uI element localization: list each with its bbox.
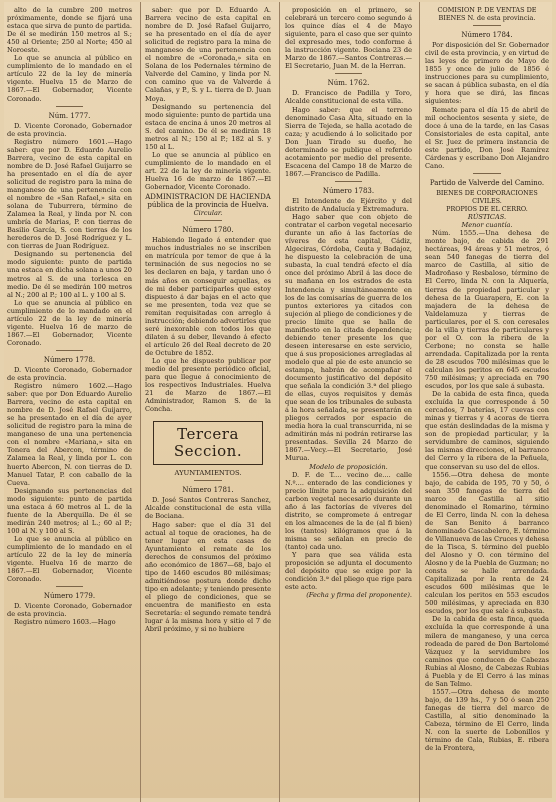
subheading: RÚSTICAS. (467, 213, 507, 222)
notice-number: Número 1784. (461, 31, 513, 40)
paragraph: saber: que por D. Eduardo A. Barrera vecino de esta capital en nombre de D. José Rafael Guijarro, se ha presentado en el día de ayer solicitud de registro para la mina de manganeso de una pertenencia con el nombre de «Coronada,» sita en Solana de los Pedernales término de Valverde del Camino, y linda por N. con camino que va de Valverde á Calañas, y P., S. y L. tierra de D. Juan Moya. (145, 6, 271, 103)
paragraph: proposición en el primero, se celebrará un tercero como segundo á los quince días el 4 de Mayo siguiente, para el caso que ser quinto del expresado mes, todo conforme á la instrucción vigente. Bociana 23 de Marzo de 1867.—Santos Contreras.—El Secretario, Juan M. de la Herran. (285, 6, 412, 71)
paragraph: alto de la cumbre 200 metros próximamente, donde se fijará una estaca que sirva de punto de partida. De él se medirán 150 metros al S.; 450 al Oriente; 250 al Norte; 450 al Noroeste. (7, 6, 132, 55)
section-divider (473, 25, 500, 26)
notice-number: Número 1780. (182, 226, 234, 235)
section-divider (335, 181, 363, 182)
notice-number: Número 1781. (182, 486, 234, 495)
paragraph: Designando su pertenencia del modo siguiente: punto de partida una estaca en dicha solana a unos 20 metros al S. de una torlesca en medio. De él se medirán 100 metros al N.; 200 al P.; 100 al L. y 100 al S. (7, 250, 132, 299)
paragraph: D. Vicente Coronado, Gobernador de esta provincia. (7, 365, 132, 383)
paragraph: Núm. 1555.—Una dehesa de monte bajo, de cabida de 291 hectáreas, 94 áreas y 51 metros, ó sean 540 fanegas de tierra del marco de Castilla, al sitio de Madroñaso y Resbaloso, término de El Cerro, linda N. con la Alquería, tierras de propiedad particular y dehesa de la Guarapera, E. con la majadera de la dehesa de Valdelamuza y tierras de particulares, por el S. con ceresales de la villa y tierras de particulares y por el O. con la ribera de la Cerbone; no consta se halle arrendada. Capitalizada por la renta de 28 escudos 700 milésimas que le calculan los peritos en 645 escudos 750 milésimas; y apreciada en 790 escudos, por los que sale á subasta. (425, 229, 549, 391)
paragraph: El Intendente de Ejército y del distrito de Andalucía y Extremadura. (285, 196, 412, 214)
paragraph: Lo que se anuncia al público en cumplimiento de lo mandado en el art. 22 de la ley de minería vigente. Huelva 16 de marzo de 1867.—El Gobernador, Vicente Coronado. (145, 150, 271, 192)
notice-number: Número 1783. (322, 186, 375, 195)
paragraph: Hago saber que con objeto de contratar el carbon vegetal necesario durante un año á las factorías de víveres de esta capital, Cádiz, Algeciras, Córdoba, Ceuta y Badajoz, he dispuesto la celebración de una subasta, la cual tendrá efecto el día once del próximo Abril á las doce de su mañana en los estrados de esta Intendencia y simultáneamente en los de las comisarías de guerra de los puntos exteriores ya citados con sujeción al pliego de condiciones y de precio límite que se halla de manifiesto en la citada dependencia; debiendo tener presente los que deseen interesarse en este servicio, que á sus proposiciones arregladas al modelo que al pie de este anuncio se estampa, habrán de acompañar el documento justificativo del depósito que señala la condición 3.ª del pliego de ellas, cuyos requisitos y demás que sean de los tribunales de subasta á la hora señalada, se presentarán en pliegos cerrados por espacio de media hora la cual transcurrida, ni se admitirán más ni podrán retirarse las presentadas. Sevilla 24 Marzo de 1867.—Vecy.—El Secretario, José Murua. (285, 213, 412, 463)
paragraph: Lo que se anuncia al público en cumplimiento de lo mandado en el artículo 22 de la ley de minería vigente. Huelva 15 de Marzo de 1867.—El Gobernador, Vicente Coronado. (7, 54, 132, 103)
notice-number: Núm. 1777. (48, 111, 91, 120)
paragraph: Y para que sea válida esta proposición se adjunta el documento del depósito que se exige por la condición 3.ª del pliego que rige para este acto. (285, 551, 412, 592)
notice-number: Núm. 1762. (327, 79, 370, 88)
paragraph: Designando su pertenencia del modo siguiente: punto de partida una estaca de encina á unos 20 metros al S. del camino. De él se medirán 18 metros al N.; 150 al P.; 182 al S. y 150 al L. (145, 102, 271, 151)
paragraph: D. Vicente Coronado, Gobernador de esta provincia. (7, 121, 132, 138)
section-heading: ADMINISTRACION DE HACIENDA pública de la provincia de Huelva. (145, 193, 271, 210)
paragraph: Registro número 1602.—Hago saber: que por Don Eduardo Aurelio Barrera, vecino de esta capital en nombre de D. José Rafael Guijarro, se ha presentado en el día de ayer solicitud de registro para la mina de manganeso de una una pertenencia con el nombre «Mariana,» sita en Tonera del Abercon, término de Zalamea la Real, y linda por L. con huerto Abercon, N. con tierras de D. Manuel Tatar, P. con caballo de la Cueva. (7, 382, 132, 487)
paragraph: Habiendo llegado á entender que muchos industriales no se inscriben en matrícula por temor de que á la terminación de sus negocios no se les declaren en baja, y tardan uno ó más años en conseguir aquellas, es de mi deber participarles que estoy dispuesto á dar bajas en el acto que se me presenten, toda vez que se remitan requisitadas con arreglo á instrucción; debiendo advertirles que seré inexorable con todos los que dilaten á su deber, llevando á efecto el artículo 26 del Real decreto de 20 de Octubre de 1852. (145, 236, 271, 357)
subheading: BIENES DE CORPORACIONES CIVILES. (436, 188, 538, 205)
section-divider (194, 220, 222, 221)
column-rule (140, 2, 141, 802)
column-rule (419, 2, 420, 802)
paragraph: Designando sus pertenencias del modo siguiente: punto de partida una estaca á 60 metros al L. de la fuente de la Aberquilla. De él se medirán 240 metros; al L.; 60 al P.; 100 al N. y 100 al S. (7, 486, 132, 535)
column-rule (279, 2, 280, 802)
subheading: Circular. (193, 209, 223, 218)
notice-number: Número 1779. (43, 592, 96, 601)
section-heading: AYUNTAMIENTOS. (174, 469, 242, 478)
paragraph: D. Francisco de Padilla y Toro, Alcalde constitucional de esta villa. (285, 89, 412, 106)
paragraph: Por disposición del Sr. Gobernador civil de esta provincia, y en virtud de las leyes de primero de Mayo de 1855 y once de julio de 1856 é instrucciones para su cumplimiento, se sacan á pública subasta, en el día y hora que se dirá, las fincas siguientes: (425, 41, 549, 106)
paragraph: Lo que se anuncia al público en cumplimiento de lo mandado en el artículo 22 de la ley de minería vigente. Huelva 16 de marzo de 1867.—El Gobernador, Vicente Coronado. (7, 534, 132, 584)
paragraph: Lo que se anuncia al público en cumplimiento de lo mandado en el artículo 22 de la ley de minería vigente. Huelva 16 de marzo de 1867.—El Gobernador, Vicente Coronado. (7, 298, 132, 347)
section-divider (473, 173, 500, 174)
paragraph: Remate para el día 15 de abril de mil ochocientos sesenta y siete, de doce á una de la tarde, en las Casas Consistoriales de esta capital, ante el Sr. Juez de primera instancia de este partido, Don José Ramírez Cárdenas y escribano Don Alejandro Cano. (425, 105, 549, 170)
paragraph: De la cabida de esta finca, queda excluída la que corresponde á una milera de manganeso, y una cerca rodeada de pared de Don Bartolomé Vázquez y la servidumbre los caminos que conducen de Cabezas Rubias al Alosno, de Cabezas Rubias á Puebla y de El Cerro á las minas de San Telmo. (425, 615, 549, 688)
notice-number: Número 1778. (43, 355, 96, 364)
section-divider (194, 480, 222, 481)
paragraph: D. José Santos Contreras Sanchez, Alcalde constitucional de esta villa de Bociana. (145, 496, 271, 521)
column-4 (425, 6, 549, 796)
paragraph: D. F. de T.... vecino de.... calle N.º.... enterado de las condiciones y precio límite para la adquisición del carbon vegetal necesario durante un año á las factorías de víveres del distrito, se compromete á entregar en los almacenes de la de (al fi bien) los (tantos) kilógramos que á la misma se señalan en precio de (tanto) cada uno. (285, 470, 412, 551)
subheading: Menor cuantía. (461, 221, 513, 230)
column-3 (285, 6, 412, 796)
subheading: PROPIOS DE EL CERRO. (446, 205, 528, 214)
signature-line: (Fecha y firma del proponente). (306, 591, 412, 600)
paragraph: 1556.—Otra dehesa de monte bajo, de cabida de 195, 70 y 50, ó sean 350 fanegas de tierra del marco de Castilla al sitio denominado el Romarino, término de El Cerro, linda N. con la dehesa de San Benito á barranco denominado Cascabelero, E. término de Villanueva de las Cruces y dehesa de la Tisca, S. término del pueblo del Alosno y O. con término del Alosno y de la Puebla de Guzman; no consta se halle arrendada. Capitalizada por la renta de 24 escudos 600 milésimas que le calculan los peritos en 553 escudos 500 milésimas, y apreciada en 830 escudos, por los que sale á subasta. (425, 470, 549, 616)
paragraph: Lo que he dispuesto publicar por medio del presente periódico oficial, para que llegue á conocimiento de los respectivos Industriales. Huelva 21 de Marzo de 1867.—El Administrador, Ramon S. de la Concha. (145, 356, 271, 414)
section-divider (56, 350, 84, 351)
section-banner: Tercera Seccion. (153, 421, 263, 465)
paragraph: 1557.—Otra dehesa de monte bajo, de 139 hs., 7 y 50 ó sean 250 fanegas de tierra del marco de Castilla, al sitio denominado la Cabeza, término de El Cerro, linda N. con la suerte de Lobonillos y término de Cala, Rubias, E. ribera de la Frontera, (425, 687, 549, 753)
column-2 (145, 6, 271, 796)
column-1 (7, 6, 132, 796)
notice-number: Partido de Valverde del Camino. (429, 178, 545, 187)
section-divider (56, 586, 84, 587)
paragraph: Registro número 1601.—Hago saber: que por D. Eduardo Aurelio Barrera, vecino de esta capital en nombre de D. José Rafael Guijarro se ha presentado en el día de ayer solicitud de registro para la mina de manganeso de una pertenencia con el nombre de «San Rafael,» sita en solana de Tuburrera, término de Zalamea la Real, y linda por N. con umbría de Marias, P. con tierras de Basilio García, S. con tierras de los herederos de D. José Rodríguez y L. con tierras de Juan Rodríguez. (7, 137, 132, 251)
paragraph: Hago saber: que el día 31 del actual al toque de oraciones, ha de tener lugar en esta casas de Ayuntamiento el remate de los derechos de consumos del próximo año económico de 1867—68, bajo el tipo de 1460 escudos 80 milésimas; admitiéndose postura donde dicho tipo en adelante; y teniendo presente el pliego de condiciones, que se encuentra de manifiesto en esta Secretaría: el segundo remate tendrá lugar á la misma hora y sitio el 7 de Abril próximo, y si no hubiere (145, 520, 271, 634)
paragraph: Hago saber: que el terreno denominado Casa Alta, situado en la Sierra de Tejeda, se halla acotado de caza; y acudiendo á lo solicitado por Don Juan Tirado su dueño, he determinado se publique el referido acotamiento por medio del presente. Escacena del Campo 18 de Marzo de 1867.—Francisco de Padilla. (285, 105, 412, 178)
section-heading: COMISION P. DE VENTAS DE BIENES N. de esta provincia. (437, 6, 537, 23)
section-divider (335, 73, 363, 74)
section-divider (56, 106, 84, 107)
paragraph: De la cabida de esta finca, queda excluída la que corresponde á 50 cercados, 7 baterías, 17 cuevas con minas y tierras y 4 acoras de tierra que están deslindadas de la misma y son de propiedad particular, y la servidumbre de caminos, siguiendo las mismas direcciones, el barranco del Cerro y la ribera de la Peñuela, que conservan su uso del de ellos. (425, 390, 549, 471)
paragraph: Registro número 1603.—Hago (14, 618, 116, 627)
newspaper-page (4, 2, 552, 798)
paragraph: D. Vicente Coronado, Gobernador de esta provincia. (7, 602, 132, 619)
subheading: Modelo de proposición. (309, 462, 388, 471)
